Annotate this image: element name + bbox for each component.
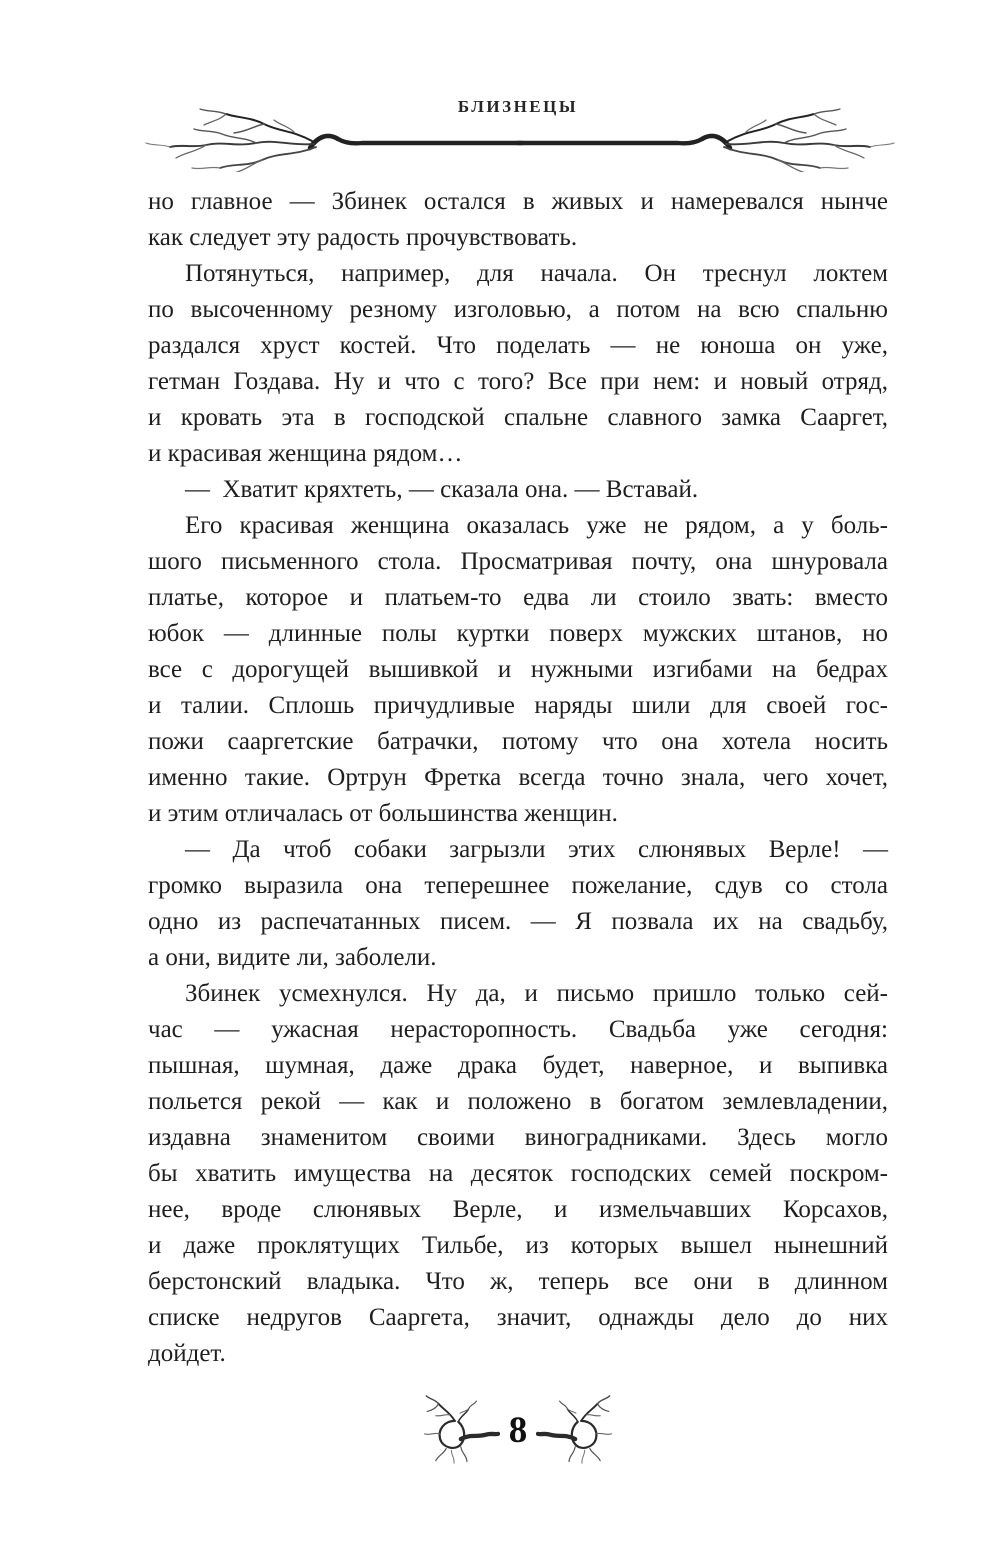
page-footer <box>148 1388 888 1478</box>
dialogue-line: — Да чтоб собаки загрызли этих слюнявых Верле! — <box>185 836 888 863</box>
text-line: и красивая женщина рядом… <box>148 440 463 467</box>
text-line: а они, видите ли, заболели. <box>148 944 437 971</box>
text-line: но главное — Збинек остался в живых и намеревался нынче <box>148 188 888 215</box>
dialogue-line: — Хватит кряхтеть, — сказала она. — Вставай. <box>185 476 699 503</box>
branch-sprig-right-icon <box>536 1395 616 1471</box>
text-line: Збинек усмехнулся. Ну да, и письмо пришло только сей- <box>185 980 888 1007</box>
text-line: пожи сааргетские батрачки, потому что она хотела носить <box>148 728 888 755</box>
text-line: шого письменного стола. Просматривая почту, она шнуровала <box>148 548 888 575</box>
text-line: списке недругов Сааргета, значит, однажды дело до них <box>148 1304 888 1331</box>
text-line: бы хватить имущества на десяток господских семей поскром- <box>148 1160 888 1187</box>
text-line: и этим отличалась от большинства женщин. <box>148 800 618 827</box>
text-line: раздался хруст костей. Что поделать — не юноша он уже, <box>148 332 888 359</box>
text-line: пышная, шумная, даже драка будет, наверное, и выпивка <box>148 1052 888 1079</box>
text-line: и кровать эта в господской спальне славного замка Сааргет, <box>148 404 888 431</box>
text-line: и даже проклятущих Тильбе, из которых вышел нынешний <box>148 1232 888 1259</box>
text-line: берстонский владыка. Что ж, теперь все они в длинном <box>148 1268 888 1295</box>
running-head-title: БЛИЗНЕЦЫ <box>457 97 579 116</box>
text-line: по высоченному резному изголовью, а потом на всю спальню <box>148 296 888 323</box>
text-line: платье, которое и платьем-то едва ли стоило звать: вместо <box>148 584 888 611</box>
text-line: Его красивая женщина оказалась уже не рядом, а у боль- <box>185 512 888 539</box>
text-line: гетман Гоздава. Ну и что с того? Все при нем: и новый отряд, <box>148 368 888 395</box>
text-line: и талии. Сплошь причудливые наряды шили для своей гос- <box>148 692 888 719</box>
page-number: 8 <box>508 1409 528 1451</box>
text-line: нее, вроде слюнявых Верле, и измельчавших Корсахов, <box>148 1196 888 1223</box>
text-line: все с дорогущей вышивкой и нужными изгибами на бедрах <box>148 656 888 683</box>
text-line: именно такие. Ортрун Фретка всегда точно знала, чего хочет, <box>148 764 888 791</box>
text-line: громко выразила она теперешнее пожелание, сдув со стола <box>148 872 888 899</box>
branch-sprig-left-icon <box>420 1395 500 1471</box>
text-line: издавна знаменитом своими виноградниками. Здесь могло <box>148 1124 888 1151</box>
text-line: Потянуться, например, для начала. Он треснул локтем <box>185 260 888 287</box>
page-body-text <box>148 184 888 1372</box>
branch-divider-ornament <box>142 108 898 172</box>
text-line: одно из распечатанных писем. — Я позвала их на свадьбу, <box>148 908 888 935</box>
text-line: как следует эту радость прочувствовать. <box>148 224 578 251</box>
text-line: час — ужасная нерасторопность. Свадьба уже сегодня: <box>148 1016 888 1043</box>
text-line: дойдет. <box>148 1340 226 1367</box>
text-line: юбок — длинные полы куртки поверх мужских штанов, но <box>148 620 888 647</box>
text-line: польется рекой — как и положено в богатом землевладении, <box>148 1088 888 1115</box>
